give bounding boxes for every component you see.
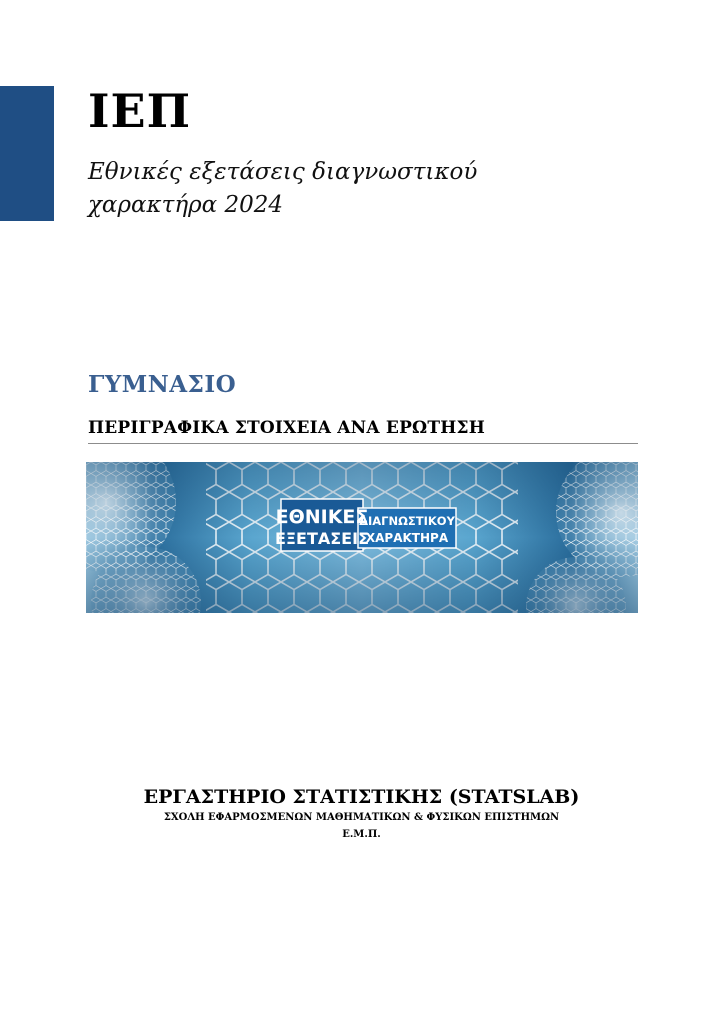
banner-word-3: ΔΙΑΓΝΩΣΤΙΚΟΥ (359, 514, 455, 528)
university-abbreviation: Ε.Μ.Π. (342, 829, 381, 840)
document-subtitle (88, 156, 568, 222)
school-name: ΣΧΟΛΗ ΕΦΑΡΜΟΣΜΕΝΩΝ ΜΑΘΗΜΑΤΙΚΩΝ & ΦΥΣΙΚΩΝ ΕΠΙΣΤΗΜΩΝ (163, 812, 560, 823)
banner-word-2: ΕΞΕΤΑΣΕΙΣ (274, 529, 370, 548)
banner-image (86, 462, 638, 613)
subtitle-line-2: χαρακτήρα 2024 (88, 192, 284, 218)
title-divider (88, 443, 638, 444)
subtitle-line-1: Εθνικές εξετάσεις διαγνωστικού (88, 159, 478, 185)
school-level-heading: ΓΥΜΝΑΣΙΟ (88, 371, 237, 398)
banner-graphic (86, 462, 638, 613)
banner-word-1: ΕΘΝΙΚΕΣ (275, 506, 369, 528)
side-accent-bar (0, 86, 54, 221)
lab-name: ΕΡΓΑΣΤΗΡΙΟ ΣΤΑΤΙΣΤΙΚΗΣ (STATSLAB) (143, 786, 580, 808)
report-title: ΠΕΡΙΓΡΑΦΙΚΑ ΣΤΟΙΧΕΙΑ ΑΝΑ ΕΡΩΤΗΣΗ (88, 418, 485, 438)
organization-title: ΙΕΠ (88, 84, 192, 138)
banner-word-4: ΧΑΡΑΚΤΗΡΑ (365, 531, 449, 545)
